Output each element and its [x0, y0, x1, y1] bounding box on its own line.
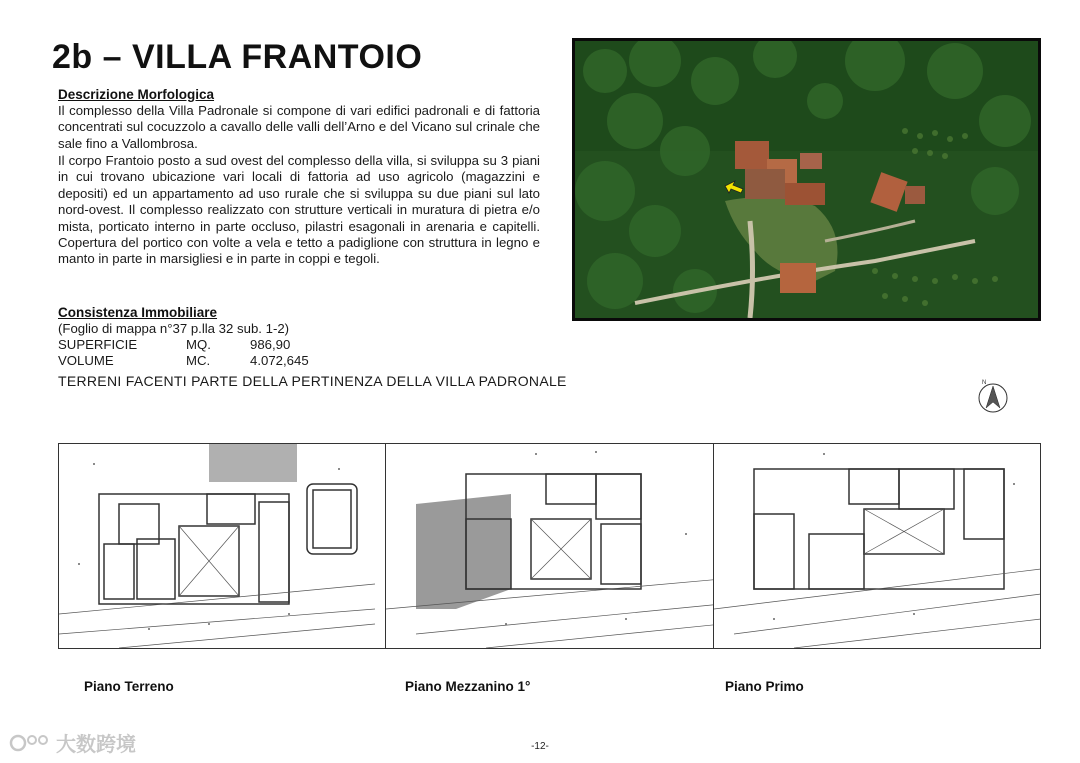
superficie-value: 986,90 — [250, 337, 291, 353]
watermark — [8, 728, 136, 757]
caption-piano-terreno: Piano Terreno — [84, 679, 174, 694]
north-arrow-icon — [976, 378, 1010, 414]
plan-drawing-primo — [714, 444, 1040, 648]
plan-drawing-mezzanino — [386, 444, 713, 648]
compass-label: N — [982, 380, 987, 386]
page-number: -12- — [531, 741, 549, 752]
volume-value: 4.072,645 — [250, 353, 309, 369]
watermark-text: 大数跨境 — [56, 732, 136, 756]
caption-piano-mezzanino: Piano Mezzanino 1° — [405, 679, 531, 694]
terreni-text: TERRENI FACENTI PARTE DELLA PERTINENZA DELLA VILLA PADRONALE — [58, 373, 567, 389]
superficie-label: SUPERFICIE — [58, 337, 138, 353]
page-title: 2b – VILLA FRANTOIO — [52, 38, 423, 76]
plan-drawing-terreno — [59, 444, 375, 648]
descrizione-paragraph-2: Il corpo Frantoio posto a sud ovest del complesso della villa, si sviluppa su 3 piani in cui trovano ubicazione vari locali di fattoria ad uso agricolo (magazzini e depositi) ed un appartamento ad uso rurale che si sviluppa su due piani sul lato nord-ovest. Il complesso realizzato con strutture verticali in muratura di pietra e/o mista, porticato interno in parte occluso, pilastri esagonali in arenaria e capitelli. Copertura del portico con volte a vela e tetto a padiglione con struttura in legno e manto in parte in marsigliesi e in parte in coppi e tegoli. — [58, 153, 540, 267]
plan-piano-terreno — [59, 444, 386, 648]
superficie-row — [58, 337, 309, 353]
caption-piano-primo: Piano Primo — [725, 679, 804, 694]
foglio-text: (Foglio di mappa n°37 p.lla 32 sub. 1-2) — [58, 321, 290, 336]
superficie-unit: MQ. — [186, 337, 211, 353]
aerial-photo-graphic — [575, 41, 1038, 318]
plan-piano-primo — [714, 444, 1040, 648]
descrizione-heading: Descrizione Morfologica — [58, 87, 215, 102]
consistenza-heading: Consistenza Immobiliare — [58, 305, 218, 320]
plan-piano-mezzanino — [386, 444, 713, 648]
watermark-logo-icon — [8, 730, 52, 756]
volume-row — [58, 353, 309, 369]
floor-plans — [58, 443, 1041, 649]
volume-label: VOLUME — [58, 353, 114, 369]
volume-unit: MC. — [186, 353, 211, 369]
descrizione-paragraph-1: Il complesso della Villa Padronale si compone di vari edifici padronali e di fattoria concentrati sul cocuzzolo a cavallo delle valli dell’Arno e del Vicano sul crinale che sale fino a Vallombrosa. — [58, 103, 540, 151]
aerial-photo — [572, 38, 1041, 321]
consistenza-details — [58, 321, 309, 370]
